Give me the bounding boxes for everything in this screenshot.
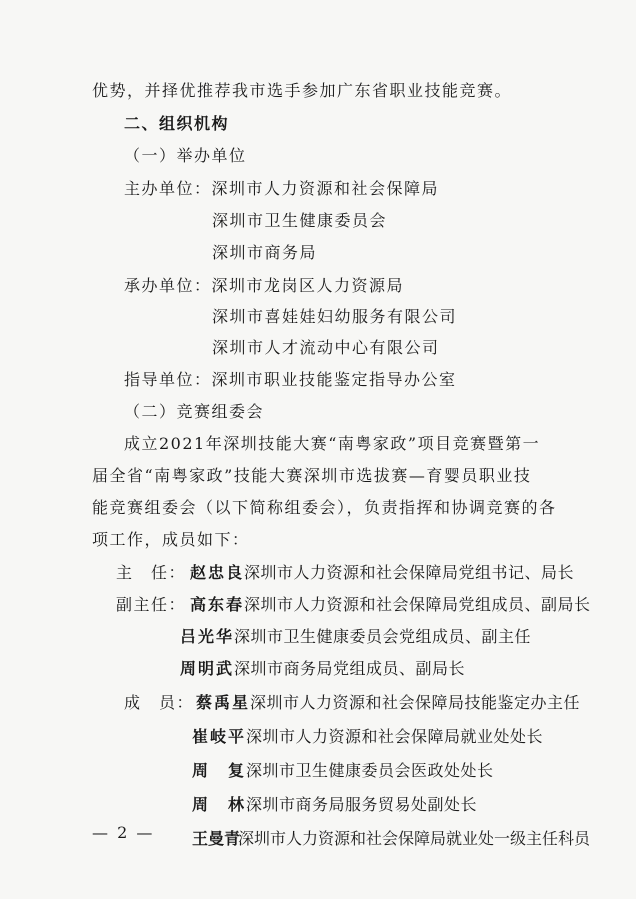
host-name: 深圳市卫生健康委员会 [212,211,388,230]
vice-director-row [180,658,465,680]
member-name: 周 林 [192,795,247,814]
organizer-name: 深圳市喜娃娃妇幼服务有限公司 [212,307,458,326]
subsection-title-hosts: （一）举办单位 [124,146,247,165]
vice-director-label: 副主任： [116,595,187,614]
member-name: 王曼青 [192,829,241,848]
vice-director-title: 深圳市人力资源和社会保障局党组成员、副局长 [244,595,591,614]
member-name: 崔岐平 [192,727,247,746]
host-label: 主办单位： [124,179,212,198]
page-number: — 2 — [92,823,155,842]
member-title: 深圳市商务局服务贸易处副处长 [246,795,478,814]
member-title: 深圳市人力资源和社会保障局就业处处长 [246,727,544,746]
subsection-title-committee: （二）竞赛组委会 [124,402,265,421]
member-name: 周 复 [192,761,247,780]
host-name: 深圳市人力资源和社会保障局 [211,179,440,198]
guide-label: 指导单位： [124,370,212,389]
director-label: 主 任： [116,563,187,582]
guide-name: 深圳市职业技能鉴定指导办公室 [211,370,457,389]
vice-director-row [116,594,591,616]
vice-director-title: 深圳市商务局党组成员、副局长 [234,659,466,678]
organizer-name: 深圳市龙岗区人力资源局 [211,276,405,295]
vice-director-row [180,626,531,648]
member-title: 深圳市人力资源和社会保障局技能鉴定办主任 [250,693,581,712]
director-row [116,562,574,584]
member-title: 深圳市卫生健康委员会医政处处长 [246,761,494,780]
vice-director-name: 高东春 [190,595,245,614]
organizer-row-1 [124,275,404,297]
organizer-label: 承办单位： [124,276,212,295]
guide-row [124,369,457,391]
paragraph-line: 能竞赛组委会（以下简称组委会），负责指挥和协调竞赛的各 [92,498,557,517]
vice-director-name: 吕光华 [180,627,235,646]
vice-director-title: 深圳市卫生健康委员会党组成员、副主任 [234,627,532,646]
member-label: 成 员： [124,693,195,712]
paragraph-line: 成立2021年深圳技能大赛“南粤家政”项目竞赛暨第一 [124,434,541,453]
member-row [192,726,543,748]
host-name: 深圳市商务局 [212,243,318,262]
member-row [192,794,477,816]
paragraph-line: 届全省“南粤家政”技能大赛深圳市选拔赛—育婴员职业技 [92,466,532,485]
paragraph-line: 项工作，成员如下： [92,530,250,549]
member-row [192,760,494,782]
director-title: 深圳市人力资源和社会保障局党组书记、局长 [244,563,575,582]
section-title: 二、组织机构 [124,114,230,133]
member-row [192,828,590,850]
member-title: 深圳市人力资源和社会保障局就业处一级主任科员 [238,829,591,848]
director-name: 赵忠良 [190,563,245,582]
host-row-1 [124,178,439,200]
member-row [124,692,580,714]
member-name: 蔡禹星 [196,693,251,712]
vice-director-name: 周明武 [180,659,235,678]
organizer-name: 深圳市人才流动中心有限公司 [212,338,440,357]
intro-tail: 优势，并择优推荐我市选手参加广东省职业技能竞赛。 [92,81,513,100]
